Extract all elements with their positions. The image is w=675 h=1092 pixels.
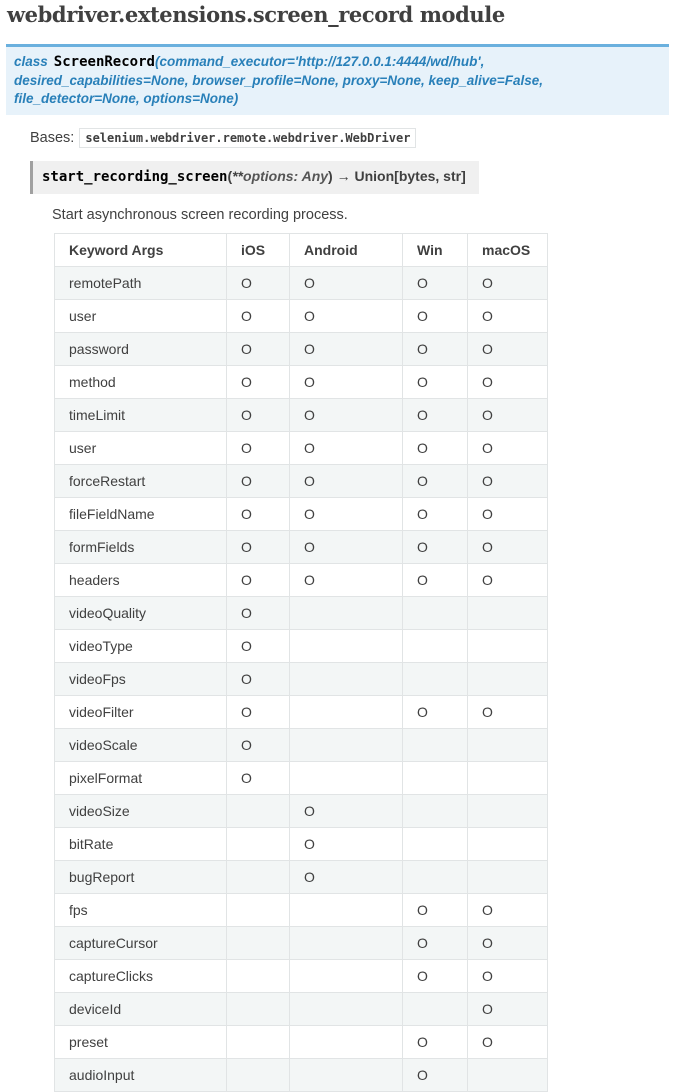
support-mark-cell	[403, 761, 468, 794]
support-mark-cell	[290, 629, 403, 662]
keyword-arg-name: captureClicks	[55, 959, 227, 992]
support-mark-cell: O	[227, 530, 290, 563]
support-mark-cell: O	[468, 464, 548, 497]
method-name: start_recording_screen	[42, 168, 228, 185]
support-mark-cell: O	[290, 860, 403, 893]
column-header-keyword-args: Keyword Args	[55, 233, 227, 266]
support-mark-cell: O	[403, 332, 468, 365]
keyword-arg-name: videoQuality	[55, 596, 227, 629]
support-mark-cell: O	[227, 761, 290, 794]
keyword-arg-name: audioInput	[55, 1058, 227, 1091]
support-mark-cell	[227, 1058, 290, 1091]
table-row	[55, 365, 548, 398]
support-mark-cell: O	[227, 563, 290, 596]
table-row	[55, 893, 548, 926]
keyword-arg-name: user	[55, 431, 227, 464]
support-mark-cell: O	[227, 398, 290, 431]
support-mark-cell	[290, 761, 403, 794]
support-mark-cell: O	[227, 695, 290, 728]
support-mark-cell: O	[468, 1025, 548, 1058]
table-row	[55, 563, 548, 596]
keyword-arg-name: bugReport	[55, 860, 227, 893]
support-mark-cell	[227, 860, 290, 893]
support-mark-cell: O	[468, 959, 548, 992]
keyword-arg-name: fileFieldName	[55, 497, 227, 530]
support-mark-cell: O	[468, 332, 548, 365]
column-header-win: Win	[403, 233, 468, 266]
table-row	[55, 794, 548, 827]
table-row	[55, 431, 548, 464]
support-mark-cell: O	[227, 332, 290, 365]
support-mark-cell: O	[403, 695, 468, 728]
support-mark-cell: O	[290, 827, 403, 860]
support-mark-cell	[468, 596, 548, 629]
support-mark-cell	[227, 992, 290, 1025]
support-mark-cell: O	[403, 1058, 468, 1091]
support-mark-cell	[227, 827, 290, 860]
keyword-arg-name: videoScale	[55, 728, 227, 761]
support-mark-cell: O	[468, 893, 548, 926]
class-name: ScreenRecord	[53, 54, 155, 70]
table-row	[55, 695, 548, 728]
keyword-arg-name: fps	[55, 893, 227, 926]
support-mark-cell	[403, 728, 468, 761]
keyword-arg-name: bitRate	[55, 827, 227, 860]
support-mark-cell	[290, 695, 403, 728]
table-row	[55, 1025, 548, 1058]
support-mark-cell	[403, 662, 468, 695]
support-mark-cell: O	[468, 926, 548, 959]
support-mark-cell	[468, 860, 548, 893]
support-mark-cell: O	[403, 563, 468, 596]
support-mark-cell	[468, 827, 548, 860]
support-mark-cell	[468, 662, 548, 695]
table-row	[55, 596, 548, 629]
column-header-ios: iOS	[227, 233, 290, 266]
support-mark-cell	[290, 596, 403, 629]
support-mark-cell	[290, 893, 403, 926]
keyword-arg-name: videoFilter	[55, 695, 227, 728]
keyword-arg-name: forceRestart	[55, 464, 227, 497]
support-mark-cell	[290, 1025, 403, 1058]
method-signature-row	[30, 161, 675, 194]
bases-line	[30, 128, 675, 149]
support-mark-cell: O	[227, 299, 290, 332]
support-mark-cell: O	[227, 266, 290, 299]
class-keyword: class	[14, 54, 48, 69]
support-table-header	[55, 233, 548, 266]
method-open-paren: (	[227, 167, 233, 184]
keyword-arg-name: videoSize	[55, 794, 227, 827]
support-mark-cell	[468, 761, 548, 794]
support-mark-cell: O	[227, 365, 290, 398]
table-row	[55, 299, 548, 332]
support-mark-cell	[227, 794, 290, 827]
support-mark-cell: O	[468, 530, 548, 563]
keyword-arg-name: remotePath	[55, 266, 227, 299]
support-mark-cell	[227, 893, 290, 926]
support-mark-cell: O	[403, 926, 468, 959]
keyword-arg-name: timeLimit	[55, 398, 227, 431]
support-mark-cell	[403, 629, 468, 662]
support-mark-cell	[468, 1058, 548, 1091]
keyword-arg-name: captureCursor	[55, 926, 227, 959]
support-mark-cell	[290, 1058, 403, 1091]
keyword-arg-name: headers	[55, 563, 227, 596]
support-mark-cell	[227, 926, 290, 959]
support-mark-cell	[403, 794, 468, 827]
table-row	[55, 1058, 548, 1091]
support-table	[54, 233, 548, 1092]
support-mark-cell: O	[403, 365, 468, 398]
table-row	[55, 728, 548, 761]
support-mark-cell: O	[403, 497, 468, 530]
support-mark-cell: O	[468, 266, 548, 299]
keyword-arg-name: videoFps	[55, 662, 227, 695]
support-mark-cell: O	[403, 299, 468, 332]
keyword-arg-name: videoType	[55, 629, 227, 662]
support-mark-cell	[227, 1025, 290, 1058]
table-row	[55, 662, 548, 695]
keyword-arg-name: method	[55, 365, 227, 398]
support-mark-cell: O	[403, 464, 468, 497]
support-mark-cell: O	[290, 266, 403, 299]
support-mark-cell	[468, 728, 548, 761]
support-mark-cell: O	[468, 299, 548, 332]
keyword-arg-name: deviceId	[55, 992, 227, 1025]
bases-label: Bases:	[30, 129, 75, 146]
support-mark-cell: O	[468, 365, 548, 398]
support-mark-cell	[290, 926, 403, 959]
support-mark-cell: O	[227, 728, 290, 761]
table-row	[55, 464, 548, 497]
table-row	[55, 629, 548, 662]
support-mark-cell	[290, 728, 403, 761]
support-mark-cell: O	[227, 497, 290, 530]
support-mark-cell: O	[403, 959, 468, 992]
keyword-arg-name: password	[55, 332, 227, 365]
method-description: Start asynchronous screen recording process.	[52, 206, 348, 223]
support-mark-cell: O	[468, 992, 548, 1025]
support-mark-cell: O	[403, 398, 468, 431]
table-row	[55, 926, 548, 959]
keyword-arg-name: user	[55, 299, 227, 332]
support-mark-cell: O	[403, 266, 468, 299]
table-row	[55, 860, 548, 893]
table-row	[55, 266, 548, 299]
support-mark-cell: O	[227, 464, 290, 497]
support-table-body	[55, 266, 548, 1091]
support-mark-cell: O	[227, 629, 290, 662]
support-mark-cell: O	[290, 398, 403, 431]
table-row	[55, 332, 548, 365]
support-mark-cell: O	[290, 464, 403, 497]
method-return-type: → Union[bytes, str]	[336, 167, 466, 184]
method-param: options: Any	[243, 167, 329, 184]
support-mark-cell: O	[468, 431, 548, 464]
class-signature	[6, 44, 669, 115]
support-mark-cell: O	[403, 431, 468, 464]
support-mark-cell: O	[227, 662, 290, 695]
support-mark-cell	[403, 596, 468, 629]
table-row	[55, 959, 548, 992]
table-row	[55, 398, 548, 431]
method-close-paren: )	[328, 167, 333, 184]
support-mark-cell	[290, 662, 403, 695]
support-mark-cell: O	[403, 893, 468, 926]
support-mark-cell: O	[290, 497, 403, 530]
support-mark-cell: O	[468, 695, 548, 728]
table-row	[55, 530, 548, 563]
support-mark-cell: O	[403, 530, 468, 563]
support-mark-cell: O	[290, 299, 403, 332]
support-mark-cell: O	[290, 365, 403, 398]
table-row	[55, 992, 548, 1025]
class-signature-params: (command_executor='http://127.0.0.1:4444/wd/hub', desired_capabilities=None, browser_profile=None, proxy=None, keep_alive=False, file_detector=None, options=None)	[14, 54, 543, 106]
support-mark-cell	[290, 992, 403, 1025]
method-stars: **	[232, 167, 244, 184]
keyword-arg-name: preset	[55, 1025, 227, 1058]
support-mark-cell	[468, 794, 548, 827]
support-mark-cell: O	[227, 596, 290, 629]
support-mark-cell: O	[290, 332, 403, 365]
support-mark-cell	[403, 992, 468, 1025]
support-mark-cell	[403, 827, 468, 860]
keyword-arg-name: pixelFormat	[55, 761, 227, 794]
column-header-android: Android	[290, 233, 403, 266]
support-mark-cell	[468, 629, 548, 662]
support-mark-cell: O	[468, 563, 548, 596]
table-row	[55, 761, 548, 794]
page-title: webdriver.extensions.screen_record module	[7, 2, 505, 27]
support-mark-cell: O	[227, 431, 290, 464]
support-mark-cell: O	[290, 794, 403, 827]
support-mark-cell: O	[468, 497, 548, 530]
table-row	[55, 827, 548, 860]
support-mark-cell	[290, 959, 403, 992]
support-mark-cell: O	[403, 1025, 468, 1058]
support-mark-cell: O	[290, 530, 403, 563]
column-header-macos: macOS	[468, 233, 548, 266]
support-mark-cell: O	[468, 398, 548, 431]
method-signature	[30, 161, 479, 194]
support-mark-cell: O	[290, 431, 403, 464]
support-mark-cell	[227, 959, 290, 992]
table-row	[55, 497, 548, 530]
bases-class-path: selenium.webdriver.remote.webdriver.WebDriver	[79, 128, 416, 148]
keyword-arg-name: formFields	[55, 530, 227, 563]
support-mark-cell	[403, 860, 468, 893]
support-mark-cell: O	[290, 563, 403, 596]
